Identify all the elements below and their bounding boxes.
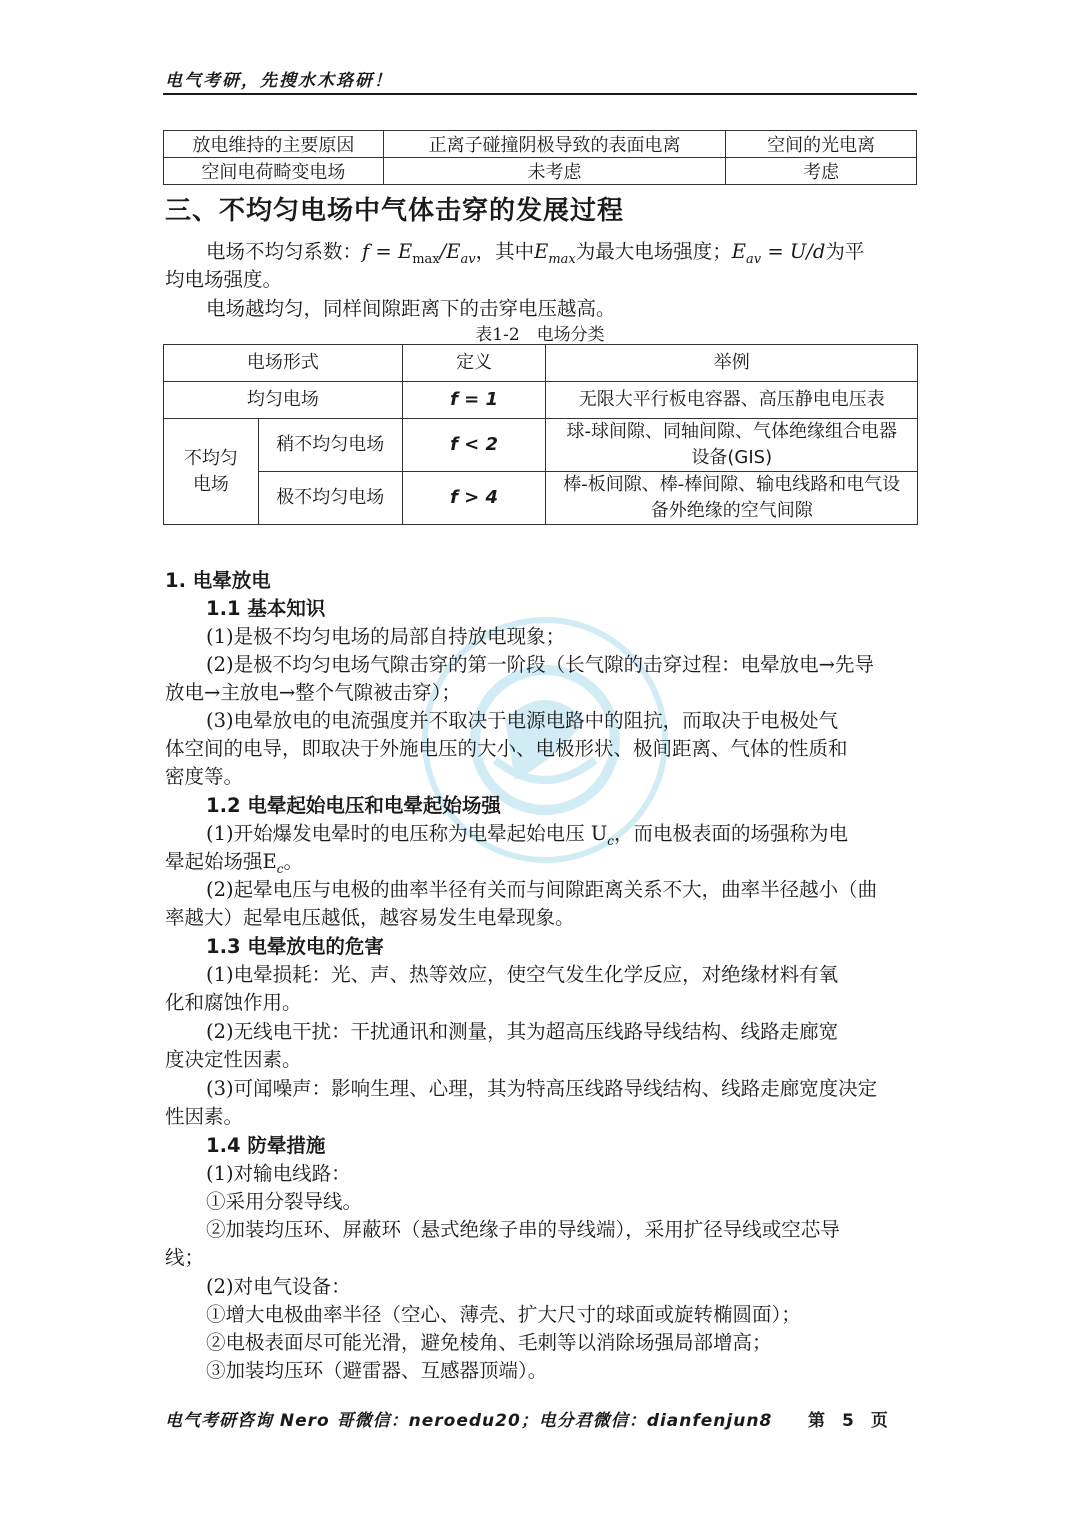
table-row — [164, 131, 917, 158]
section-title: 三、不均匀电场中气体击穿的发展过程 — [165, 196, 625, 226]
subheading: 1.4 防晕措施 — [206, 1134, 326, 1157]
paragraph-line — [206, 236, 864, 267]
table-row — [164, 419, 918, 472]
paragraph-line: (1)电晕损耗：光、声、热等效应，使空气发生化学反应，对绝缘材料有氧 — [206, 963, 839, 986]
table-cell: 无限大平行板电容器、高压静电电压表 — [546, 382, 918, 419]
paragraph-line: (2)是极不均匀电场气隙击穿的第一阶段（长气隙的击穿过程：电晕放电→先导 — [206, 653, 874, 676]
paragraph-line: ②电极表面尽可能光滑，避免棱角、毛刺等以消除场强局部增高； — [206, 1331, 772, 1354]
text: (1)开始爆发电晕时的电压称为电晕起始电压 U — [206, 822, 608, 845]
table-cell: 正离子碰撞阴极导致的表面电离 — [383, 131, 726, 158]
paragraph-line: 度决定性因素。 — [165, 1048, 302, 1071]
cell-line: 不均匀 — [183, 447, 238, 469]
page-number: 第 5 页 — [808, 1411, 888, 1431]
table-cell: f > 4 — [402, 472, 546, 525]
header-rule — [163, 93, 917, 95]
table-header-row — [164, 345, 918, 382]
paragraph-line: ①增大电极曲率半径（空心、薄壳、扩大尺寸的球面或旋转椭圆面）； — [206, 1303, 801, 1326]
paragraph-line: (1)对输电线路： — [206, 1162, 351, 1185]
formula-part: E — [731, 240, 747, 263]
formula — [362, 240, 476, 267]
table-caption: 表1-2 电场分类 — [475, 325, 605, 345]
table-cell: 均匀电场 — [164, 382, 403, 419]
page-header: 电气考研，先搜水木珞研！ — [165, 71, 393, 91]
subscript: max — [548, 251, 576, 267]
paragraph-line: 密度等。 — [165, 765, 244, 788]
table-cell: 极不均匀电场 — [258, 472, 402, 525]
paragraph-line: 放电→主放电→整个气隙被击穿）； — [165, 681, 461, 704]
paragraph-line — [206, 818, 848, 848]
paragraph-line: 均电场强度。 — [165, 268, 283, 291]
cell-line: 球-球间隙、同轴间隙、气体绝缘组合电器 — [566, 421, 897, 442]
text: ，而电极表面的场强称为电 — [614, 822, 849, 845]
subheading: 1.3 电晕放电的危害 — [206, 935, 384, 958]
subheading: 1.2 电晕起始电压和电晕起始场强 — [206, 794, 501, 817]
subscript: av — [460, 251, 476, 267]
table-cell: f = 1 — [402, 382, 546, 419]
subscript: av — [746, 251, 762, 267]
formula-part: = U/d — [761, 240, 826, 263]
cell-line: 电场 — [192, 473, 229, 495]
cell-line: 棒-板间隙、棒-棒间隙、输电线路和电气设 — [563, 474, 901, 495]
paragraph-line: 线； — [165, 1246, 205, 1269]
paragraph-line — [165, 846, 303, 876]
text: 晕起始场强E — [165, 850, 277, 873]
table-row — [164, 158, 917, 185]
formula-part: E — [534, 240, 549, 263]
cell-line: 设备(GIS) — [691, 447, 773, 468]
table-header: 定义 — [402, 345, 546, 382]
table-row — [164, 472, 918, 525]
paragraph-line: (1)是极不均匀电场的局部自持放电现象； — [206, 625, 566, 648]
table-cell: 放电维持的主要原因 — [164, 131, 384, 158]
paragraph-line: 率越大）起晕电压越低，越容易发生电晕现象。 — [165, 906, 575, 929]
paragraph-line: 化和腐蚀作用。 — [165, 991, 302, 1014]
subheading: 1.1 基本知识 — [206, 597, 326, 620]
cell-line: 备外绝缘的空气间隙 — [650, 500, 813, 521]
paragraph-line: (2)起晕电压与电极的曲率半径有关而与间隙距离关系不大，曲率半径越小（曲 — [206, 878, 878, 901]
paragraph-line: (3)可闻噪声：影响生理、心理，其为特高压线路导线结构、线路走廊宽度决定 — [206, 1077, 878, 1100]
page-footer: 电气考研咨询 Nero 哥微信：neroedu20；电分君微信：dianfenjun8 — [165, 1411, 773, 1431]
table-cell: 稍不均匀电场 — [258, 419, 402, 472]
table-cell: 考虑 — [726, 158, 917, 185]
table-header: 举例 — [546, 345, 918, 382]
paragraph-line: (3)电晕放电的电流强度并不取决于电源电路中的阻抗，而取决于电极处气 — [206, 709, 839, 732]
text: ，其中 — [475, 240, 535, 263]
subscript: max — [412, 251, 440, 267]
paragraph-line: 电场越均匀，同样间隙距离下的击穿电压越高。 — [206, 297, 616, 320]
text: 。 — [283, 850, 303, 873]
table-row — [164, 382, 918, 419]
paragraph-line: ③加装均压环（避雷器、互感器顶端）。 — [206, 1359, 548, 1382]
comparison-table — [163, 130, 917, 185]
text: 为平 — [825, 240, 865, 263]
subscript: c — [607, 833, 614, 848]
table-cell: 空间电荷畸变电场 — [164, 158, 384, 185]
table-cell — [546, 472, 918, 525]
paragraph-line: (2)无线电干扰：干扰通讯和测量，其为超高压线路导线结构、线路走廊宽 — [206, 1020, 839, 1043]
table-cell: 空间的光电离 — [726, 131, 917, 158]
heading-corona: 1. 电晕放电 — [165, 569, 271, 592]
paragraph-line: ②加装均压环、屏蔽环（悬式绝缘子串的导线端），采用扩径导线或空芯导 — [206, 1218, 840, 1241]
formula-part: /E — [439, 240, 461, 263]
table-cell — [164, 419, 259, 525]
table-header: 电场形式 — [164, 345, 403, 382]
paragraph-line: 性因素。 — [165, 1105, 244, 1128]
table-cell: f < 2 — [402, 419, 546, 472]
table-cell — [546, 419, 918, 472]
text: 电场不均匀系数： — [206, 240, 363, 263]
text: 为最大电场强度； — [575, 240, 732, 263]
field-classification-table — [163, 344, 918, 525]
table-cell: 未考虑 — [383, 158, 726, 185]
subscript: c — [276, 861, 284, 876]
paragraph-line: (2)对电气设备： — [206, 1275, 351, 1298]
formula-part: f = E — [362, 240, 413, 263]
paragraph-line: 体空间的电导，即取决于外施电压的大小、电极形状、极间距离、气体的性质和 — [165, 737, 848, 760]
paragraph-line: ①采用分裂导线。 — [206, 1190, 363, 1213]
